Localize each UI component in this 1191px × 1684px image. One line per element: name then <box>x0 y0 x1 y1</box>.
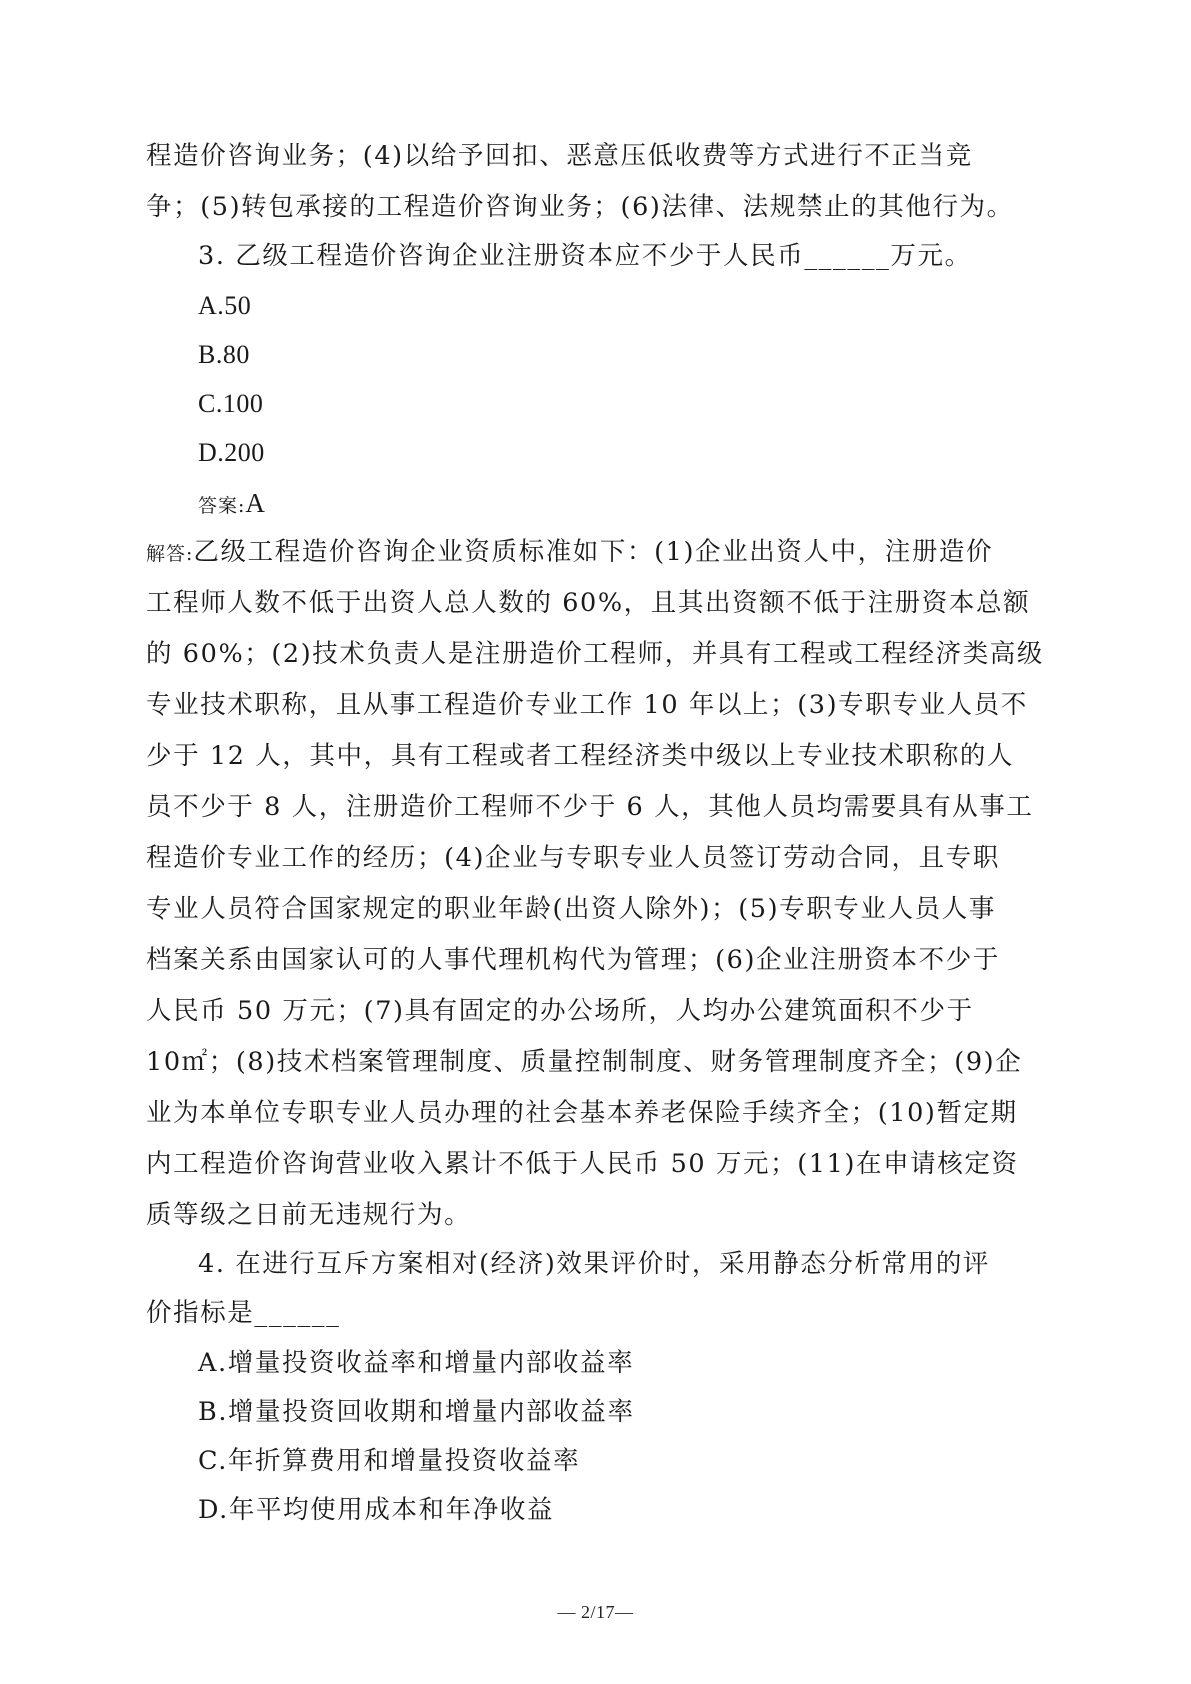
page-number: — 2/17— <box>557 1602 634 1622</box>
q4-option-c: C.年折算费用和增量投资收益率 <box>198 1446 581 1476</box>
q3-explanation-line-4: 专业技术职称，且从事工程造价专业工作 10 年以上；(3)专职专业人员不 <box>146 690 1028 720</box>
q3-explanation-line-7: 程造价专业工作的经历；(4)企业与专职专业人员签订劳动合同，且专职 <box>146 843 1000 873</box>
q3-explanation-line-3: 的 60%；(2)技术负责人是注册造价工程师，并具有工程或工程经济类高级 <box>146 639 1045 669</box>
q3-explanation-line-1 <box>146 536 993 570</box>
question-4-line-1: 4. 在进行互斥方案相对(经济)效果评价时，采用静态分析常用的评 <box>198 1249 991 1279</box>
q3-explanation-line-5: 少于 12 人，其中，具有工程或者工程经济类中级以上专业技术职称的人 <box>146 741 1015 771</box>
q3-explanation-line-10: 人民币 50 万元；(7)具有固定的办公场所，人均办公建筑面积不少于 <box>146 996 974 1026</box>
answer-label: 答案: <box>198 495 246 517</box>
q3-explanation-line-8: 专业人员符合国家规定的职业年龄(出资人除外)；(5)专职专业人员人事 <box>146 894 996 924</box>
q4-option-d: D.年平均使用成本和年净收益 <box>198 1495 555 1525</box>
q4-option-a: A.增量投资收益率和增量内部收益率 <box>198 1348 635 1378</box>
q3-explanation-line-13: 内工程造价咨询营业收入累计不低于人民币 50 万元；(11)在申请核定资 <box>146 1149 1019 1179</box>
intro-line-1: 程造价咨询业务；(4)以给予回扣、恶意压低收费等方式进行不正当竞 <box>146 141 973 171</box>
answer-value: A <box>245 488 267 518</box>
explanation-label: 解答: <box>146 543 194 565</box>
question-4-line-2: 价指标是______ <box>146 1298 341 1328</box>
q3-option-d: D.200 <box>198 438 265 467</box>
explanation-text: 乙级工程造价咨询企业资质标准如下：(1)企业出资人中，注册造价 <box>193 537 994 567</box>
q3-option-c: C.100 <box>198 389 264 418</box>
q3-answer <box>198 487 267 522</box>
q3-explanation-line-12: 业为本单位专职专业人员办理的社会基本养老保险手续齐全；(10)暂定期 <box>146 1098 1018 1128</box>
q3-option-a: A.50 <box>198 291 252 320</box>
q3-explanation-line-9: 档案关系由国家认可的人事代理机构代为管理；(6)企业注册资本不少于 <box>146 945 1000 975</box>
q3-explanation-line-14: 质等级之日前无违规行为。 <box>146 1200 472 1230</box>
q3-explanation-line-11: 10㎡；(8)技术档案管理制度、质量控制制度、财务管理制度齐全；(9)企 <box>146 1047 1023 1077</box>
q3-option-b: B.80 <box>198 340 250 369</box>
intro-line-2: 争；(5)转包承接的工程造价咨询业务；(6)法律、法规禁止的其他行为。 <box>146 192 1014 222</box>
q4-option-b: B.增量投资回收期和增量内部收益率 <box>198 1397 635 1427</box>
q3-explanation-line-2: 工程师人数不低于出资人总人数的 60%，且其出资额不低于注册资本总额 <box>146 588 1031 618</box>
question-3: 3. 乙级工程造价咨询企业注册资本应不少于人民币______万元。 <box>198 241 972 271</box>
q3-explanation-line-6: 员不少于 8 人，注册造价工程师不少于 6 人，其他人员均需要具有从事工 <box>146 792 1034 822</box>
